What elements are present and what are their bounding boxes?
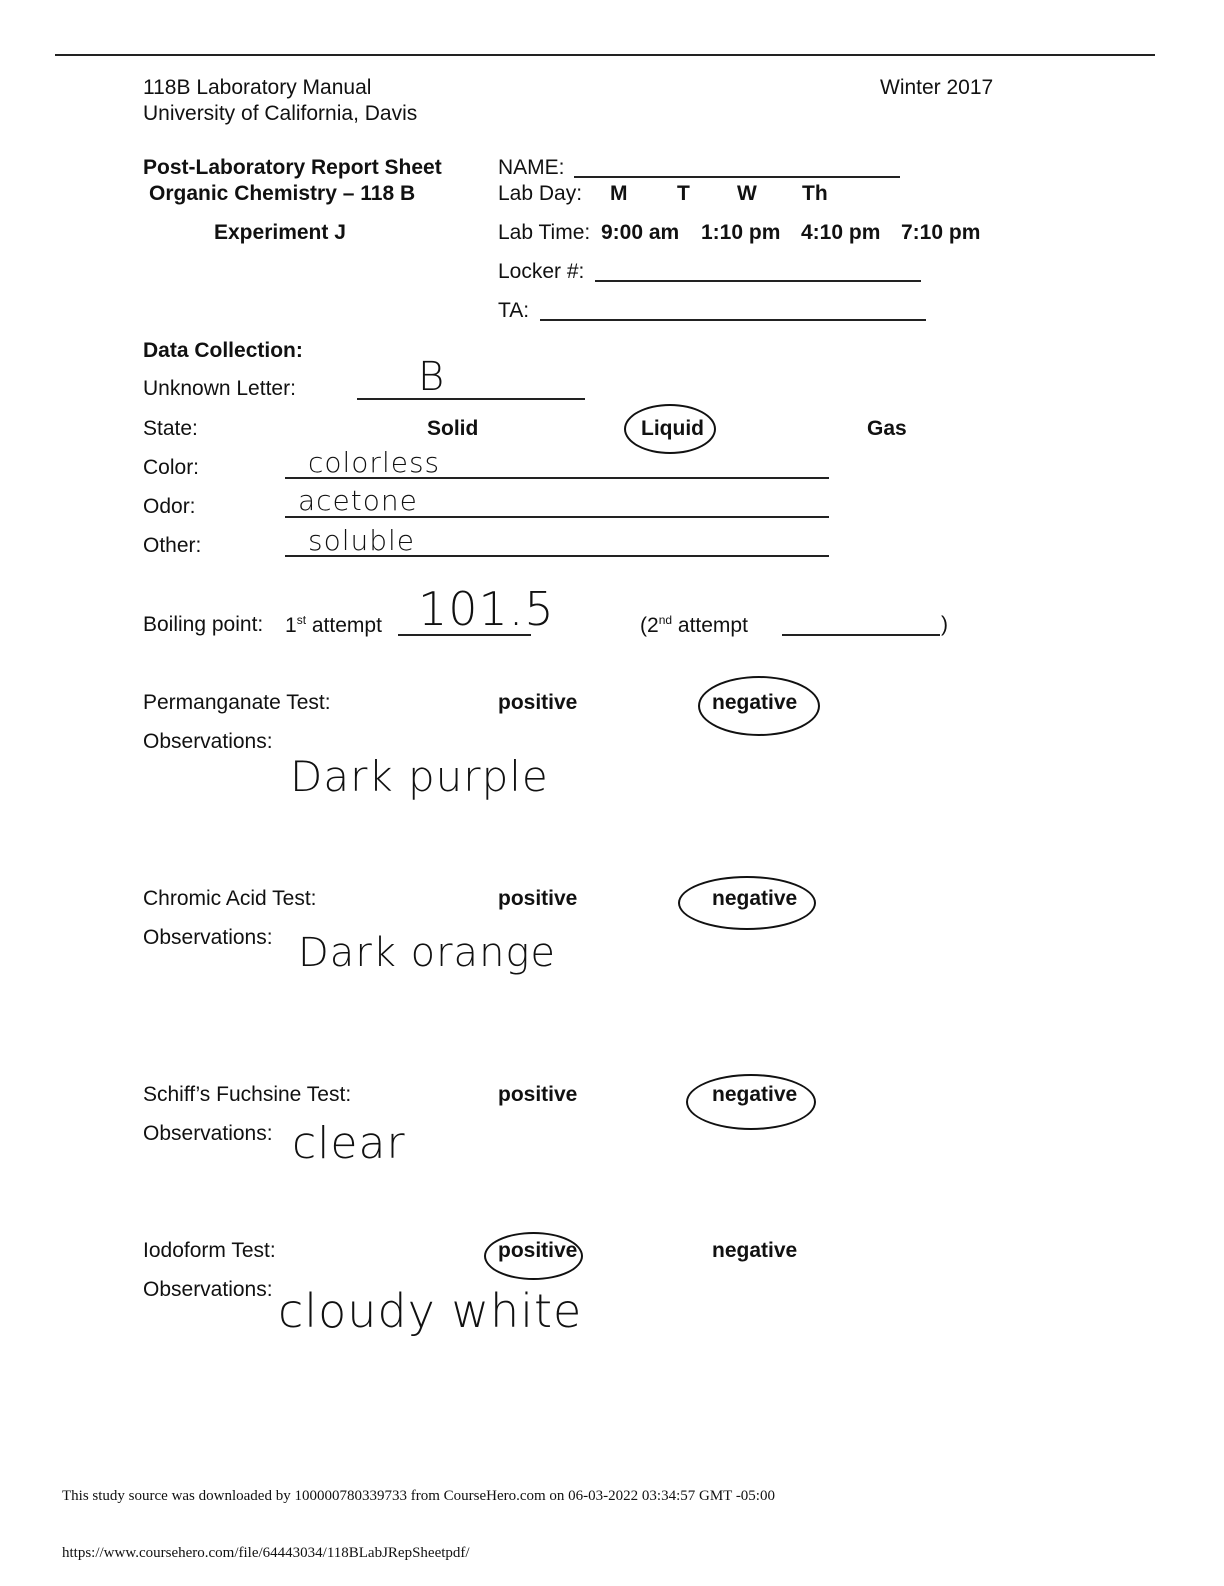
unknown-letter-field[interactable] bbox=[357, 398, 585, 400]
lab-time-410[interactable]: 4:10 pm bbox=[801, 221, 881, 244]
chromic-acid-selected-circle bbox=[678, 876, 816, 930]
schiffs-fuchsine-test-label: Schiff’s Fuchsine Test: bbox=[143, 1083, 352, 1106]
second-attempt-field[interactable] bbox=[782, 634, 940, 636]
state-gas[interactable]: Gas bbox=[867, 417, 907, 440]
course-title: 118B Laboratory Manual bbox=[143, 76, 372, 99]
name-label: NAME: bbox=[498, 156, 565, 179]
color-value: colorless bbox=[308, 446, 441, 479]
other-value: soluble bbox=[308, 524, 416, 557]
chromic-acid-observation-value: Dark orange bbox=[298, 930, 557, 976]
schiffs-fuchsine-observations-label: Observations: bbox=[143, 1122, 273, 1145]
lab-day-m[interactable]: M bbox=[610, 182, 628, 205]
second-attempt-close: ) bbox=[941, 613, 948, 636]
schiffs-fuchsine-positive[interactable]: positive bbox=[498, 1083, 578, 1106]
schiffs-fuchsine-negative[interactable]: negative bbox=[712, 1083, 798, 1106]
unknown-letter-value: B bbox=[418, 354, 446, 400]
iodoform-selected-circle bbox=[484, 1232, 583, 1280]
iodoform-observation-value: cloudy white bbox=[278, 1284, 583, 1338]
report-title: Post-Laboratory Report Sheet bbox=[143, 156, 442, 179]
source-url[interactable]: https://www.coursehero.com/file/64443034/118BLabJRepSheetpdf/ bbox=[62, 1545, 470, 1561]
lab-time-label: Lab Time: bbox=[498, 221, 591, 244]
chromic-acid-test-label: Chromic Acid Test: bbox=[143, 887, 317, 910]
lab-day-th[interactable]: Th bbox=[802, 182, 828, 205]
odor-label: Odor: bbox=[143, 495, 196, 518]
permanganate-observation-value: Dark purple bbox=[290, 752, 549, 801]
download-notice: This study source was downloaded by 100000780339733 from CourseHero.com on 06-03-2022 03:34:57 GMT -05:00 bbox=[62, 1488, 775, 1504]
permanganate-test-label: Permanganate Test: bbox=[143, 691, 331, 714]
iodoform-observations-label: Observations: bbox=[143, 1278, 273, 1301]
first-attempt-value: 101.5 bbox=[418, 582, 555, 636]
locker-field[interactable] bbox=[595, 280, 921, 282]
ta-label: TA: bbox=[498, 299, 530, 322]
iodoform-positive[interactable]: positive bbox=[498, 1239, 578, 1262]
term: Winter 2017 bbox=[880, 76, 994, 99]
permanganate-selected-circle bbox=[698, 676, 820, 736]
odor-value: acetone bbox=[298, 484, 418, 517]
data-collection-heading: Data Collection: bbox=[143, 339, 303, 362]
lab-time-110[interactable]: 1:10 pm bbox=[701, 221, 781, 244]
second-attempt-label: (2nd attempt bbox=[640, 613, 748, 637]
experiment-label: Experiment J bbox=[214, 221, 346, 244]
permanganate-positive[interactable]: positive bbox=[498, 691, 578, 714]
lab-day-label: Lab Day: bbox=[498, 182, 583, 205]
lab-time-900[interactable]: 9:00 am bbox=[601, 221, 680, 244]
other-label: Other: bbox=[143, 534, 202, 557]
course-subtitle: Organic Chemistry – 118 B bbox=[149, 182, 416, 205]
first-attempt-label: 1st attempt bbox=[285, 613, 382, 637]
top-rule bbox=[55, 54, 1155, 56]
lab-day-w[interactable]: W bbox=[737, 182, 757, 205]
iodoform-negative[interactable]: negative bbox=[712, 1239, 798, 1262]
unknown-letter-label: Unknown Letter: bbox=[143, 377, 296, 400]
color-label: Color: bbox=[143, 456, 200, 479]
chromic-acid-negative[interactable]: negative bbox=[712, 887, 798, 910]
state-solid[interactable]: Solid bbox=[427, 417, 479, 440]
state-liquid[interactable]: Liquid bbox=[641, 417, 704, 440]
boiling-point-label: Boiling point: bbox=[143, 613, 264, 636]
state-selected-circle bbox=[624, 404, 716, 454]
university-name: University of California, Davis bbox=[143, 102, 418, 125]
schiffs-fuchsine-observation-value: clear bbox=[292, 1118, 406, 1169]
chromic-acid-observations-label: Observations: bbox=[143, 926, 273, 949]
chromic-acid-positive[interactable]: positive bbox=[498, 887, 578, 910]
permanganate-negative[interactable]: negative bbox=[712, 691, 798, 714]
state-label: State: bbox=[143, 417, 198, 440]
permanganate-observations-label: Observations: bbox=[143, 730, 273, 753]
name-field[interactable] bbox=[574, 176, 900, 178]
iodoform-test-label: Iodoform Test: bbox=[143, 1239, 276, 1262]
lab-day-t[interactable]: T bbox=[677, 182, 690, 205]
locker-label: Locker #: bbox=[498, 260, 585, 283]
schiffs-fuchsine-selected-circle bbox=[686, 1074, 816, 1130]
ta-field[interactable] bbox=[540, 319, 926, 321]
lab-time-710[interactable]: 7:10 pm bbox=[901, 221, 981, 244]
